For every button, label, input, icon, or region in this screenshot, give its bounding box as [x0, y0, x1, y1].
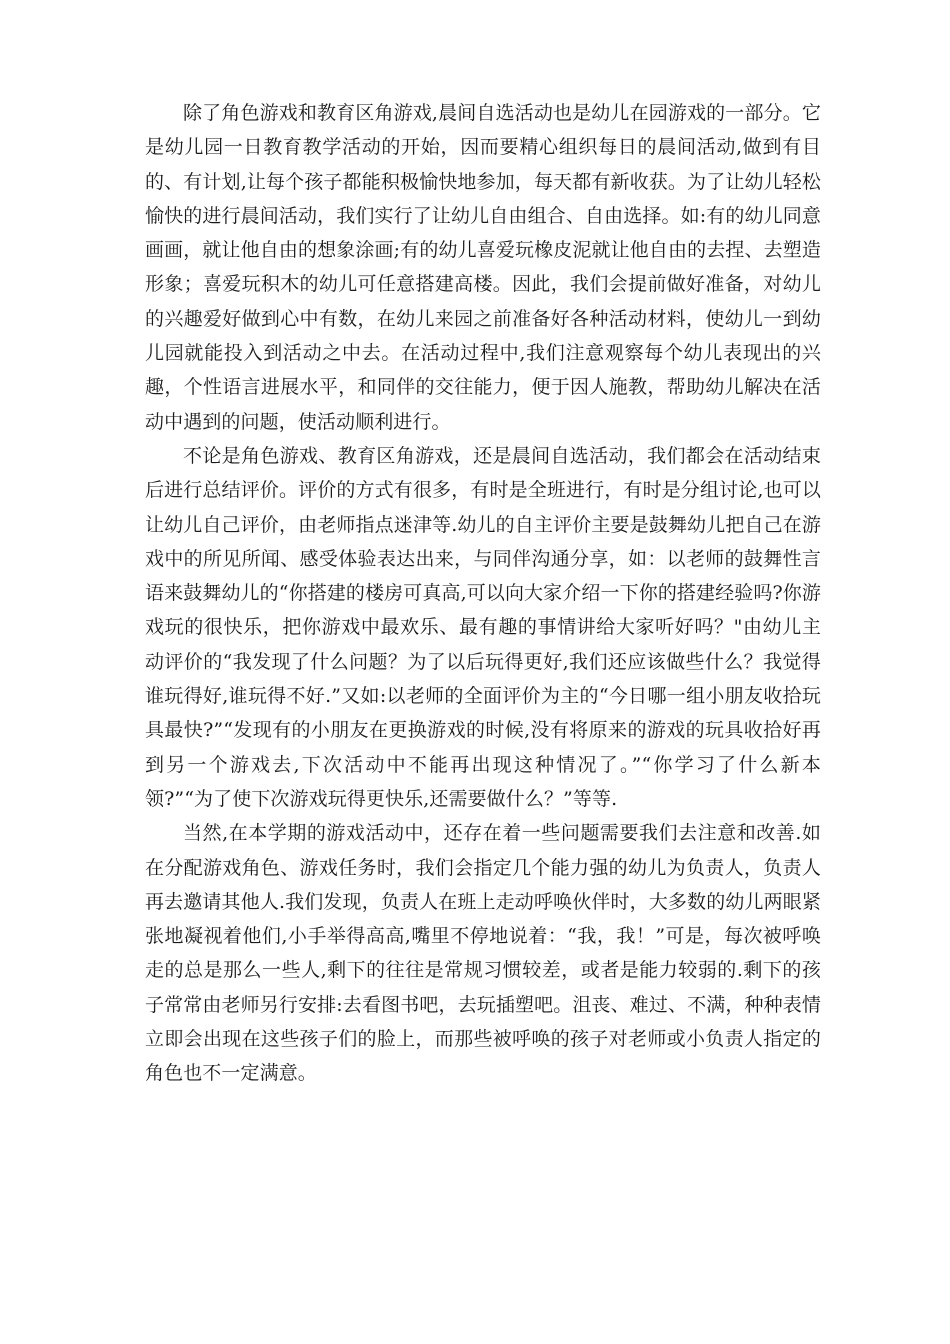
- paragraph-3: 当然,在本学期的游戏活动中，还存在着一些问题需要我们去注意和改善.如在分配游戏角色、游戏任务时，我们会指定几个能力强的幼儿为负责人，负责人再去邀请其他人.我们发现，负责人在班上走动呼唤伙伴时，大多数的幼儿两眼紧张地凝视着他们,小手举得高高,嘴里不停地说着：“我，我！”可是，每次被呼唤走的总是那么一些人,剩下的往往是常规习惯较差，或者是能力较弱的.剩下的孩子常常由老师另行安排:去看图书吧，去玩插塑吧。沮丧、难过、不满，种种表情立即会出现在这些孩子们的脸上，而那些被呼唤的孩子对老师或小负责人指定的角色也不一定满意。: [145, 822, 821, 1085]
- paragraph-2: 不论是角色游戏、教育区角游戏，还是晨间自选活动，我们都会在活动结束后进行总结评价。评价的方式有很多，有时是全班进行，有时是分组讨论,也可以让幼儿自己评价，由老师指点迷津等.幼儿的自主评价主要是鼓舞幼儿把自己在游戏中的所见所闻、感受体验表达出来，与同伴沟通分享，如：以老师的鼓舞性言语来鼓舞幼儿的“你搭建的楼房可真高,可以向大家介绍一下你的搭建经验吗?你游戏玩的很快乐，把你游戏中最欢乐、最有趣的事情讲给大家听好吗？"由幼儿主动评价的“我发现了什么问题？为了以后玩得更好,我们还应该做些什么？我觉得谁玩得好,谁玩得不好.”又如:以老师的全面评价为主的“今日哪一组小朋友收拾玩具最快?”“发现有的小朋友在更换游戏的时候,没有将原来的游戏的玩具收拾好再到另一个游戏去,下次活动中不能再出现这种情况了。”“你学习了什么新本领?”“为了使下次游戏玩得更快乐,还需要做什么？”等等.: [145, 444, 821, 810]
- paragraph-1: 除了角色游戏和教育区角游戏,晨间自选活动也是幼儿在园游戏的一部分。它是幼儿园一日教育教学活动的开始，因而要精心组织每日的晨间活动,做到有目的、有计划,让每个孩子都能积极愉快地参加，每天都有新收获。为了让幼儿轻松愉快的进行晨间活动，我们实行了让幼儿自由组合、自由选择。如:有的幼儿同意画画，就让他自由的想象涂画;有的幼儿喜爱玩橡皮泥就让他自由的去捏、去塑造形象；喜爱玩积木的幼儿可任意搭建高楼。因此，我们会提前做好准备，对幼儿的兴趣爱好做到心中有数，在幼儿来园之前准备好各种活动材料，使幼儿一到幼儿园就能投入到活动之中去。在活动过程中,我们注意观察每个幼儿表现出的兴趣，个性语言进展水平，和同伴的交往能力，便于因人施教，帮助幼儿解决在活动中遇到的问题，使活动顺利进行。: [145, 102, 821, 433]
- document-body: [145, 96, 821, 1091]
